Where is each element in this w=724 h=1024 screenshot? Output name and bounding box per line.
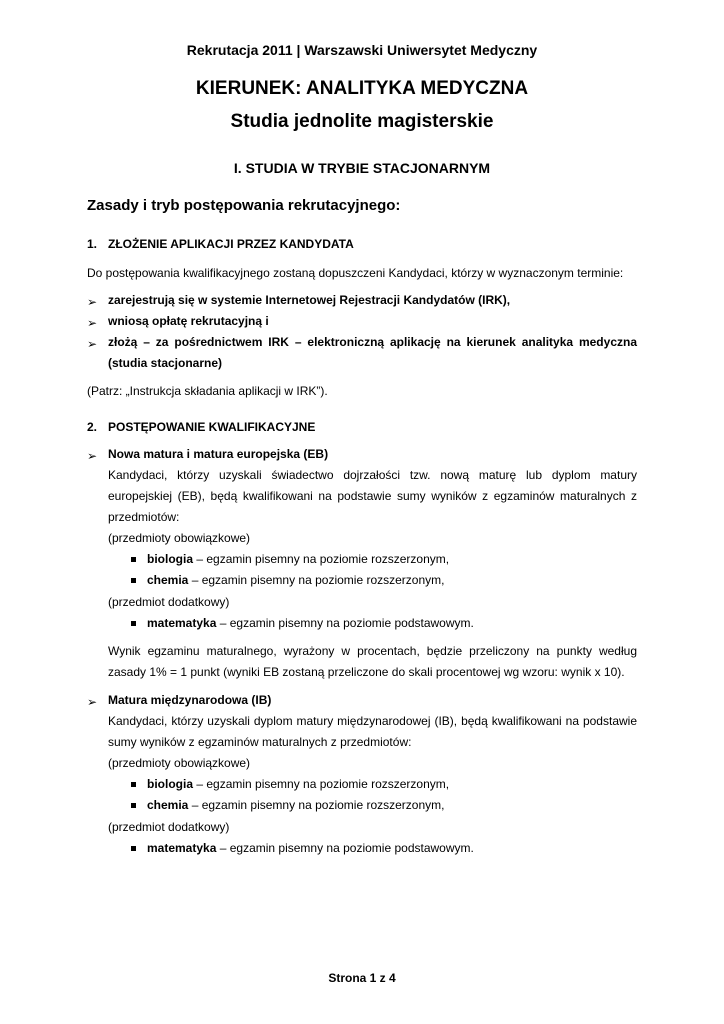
subject-desc: – egzamin pisemny na poziomie rozszerzonym,: [188, 573, 445, 587]
subject-name: biologia: [147, 777, 193, 791]
section-2-heading: [87, 420, 315, 434]
arrow-bullet-icon: ➢: [87, 695, 98, 709]
eb-description: Kandydaci, którzy uzyskali świadectwo dojrzałości tzw. nową maturę lub dyplom matury europejskiej (EB), będą kwalifikowani na podstawie sumy wyników z egzaminów maturalnych z przedmiotów:: [108, 468, 637, 524]
subject-desc: – egzamin pisemny na poziomie podstawowym.: [216, 841, 474, 855]
list-item: [147, 552, 449, 566]
list-item: wniosą opłatę rekrutacyjną i: [108, 314, 269, 328]
list-item: [147, 841, 474, 855]
subject-name: chemia: [147, 573, 189, 587]
page-footer: Strona 1 z 4: [328, 971, 396, 985]
subject-desc: – egzamin pisemny na poziomie rozszerzonym,: [188, 798, 445, 812]
subject-name: biologia: [147, 552, 193, 566]
arrow-bullet-icon: ➢: [87, 316, 98, 330]
rules-heading: Zasady i tryb postępowania rekrutacyjnego:: [87, 197, 401, 214]
page-header: Rekrutacja 2011 | Warszawski Uniwersytet Medyczny: [186, 42, 538, 58]
list-item: zarejestrują się w systemie Internetowej Rejestracji Kandydatów (IRK),: [108, 293, 511, 307]
section-2-number: 2.: [87, 420, 98, 434]
ib-extra-label: (przedmiot dodatkowy): [108, 820, 230, 834]
list-item: [147, 616, 474, 630]
list-item: [147, 798, 444, 812]
subject-name: matematyka: [147, 616, 217, 630]
eb-title: Nowa matura i matura europejska (EB): [108, 447, 329, 461]
subject-desc: – egzamin pisemny na poziomie podstawowym.: [216, 616, 474, 630]
subject-desc: – egzamin pisemny na poziomie rozszerzonym,: [193, 552, 450, 566]
page-title: KIERUNEK: ANALITYKA MEDYCZNA: [195, 78, 529, 99]
section-1-intro: Do postępowania kwalifikacyjnego zostaną dopuszczeni Kandydaci, którzy w wyznaczonym terminie:: [87, 266, 624, 280]
eb-extra-label: (przedmiot dodatkowy): [108, 595, 230, 609]
ib-description: Kandydaci, którzy uzyskali dyplom matury międzynarodowej (IB), będą kwalifikowani na podstawie sumy wyników z egzaminów maturalnych z przedmiotów:: [108, 714, 637, 749]
section-1-title: ZŁOŻENIE APLIKACJI PRZEZ KANDYDATA: [108, 237, 354, 251]
mode-heading: I. STUDIA W TRYBIE STACJONARNYM: [233, 160, 491, 176]
square-bullet-icon: [131, 578, 136, 583]
subject-name: matematyka: [147, 841, 217, 855]
section-2-title: POSTĘPOWANIE KWALIFIKACYJNE: [108, 420, 316, 434]
square-bullet-icon: [131, 846, 136, 851]
eb-mandatory-label: (przedmioty obowiązkowe): [108, 531, 251, 545]
list-item: [147, 777, 449, 791]
square-bullet-icon: [131, 621, 136, 626]
square-bullet-icon: [131, 782, 136, 787]
section-1-number: 1.: [87, 237, 98, 251]
subject-desc: – egzamin pisemny na poziomie rozszerzonym,: [193, 777, 450, 791]
subject-name: chemia: [147, 798, 189, 812]
list-item: złożą – za pośrednictwem IRK – elektroniczną aplikację na kierunek analityka medyczna (studia stacjonarne): [108, 335, 637, 370]
section-1-note: (Patrz: „Instrukcja składania aplikacji w IRK”).: [87, 384, 328, 398]
section-1-heading: [87, 237, 354, 251]
eb-scoring: Wynik egzaminu maturalnego, wyrażony w procentach, będzie przeliczony na punkty według zasady 1% = 1 punkt (wyniki EB zostaną przeliczone do skali procentowej wg wzoru: wynik x 10).: [108, 644, 637, 679]
arrow-bullet-icon: ➢: [87, 337, 98, 351]
arrow-bullet-icon: ➢: [87, 295, 98, 309]
square-bullet-icon: [131, 803, 136, 808]
page-subtitle: Studia jednolite magisterskie: [230, 111, 494, 132]
square-bullet-icon: [131, 557, 136, 562]
list-item: [147, 573, 444, 587]
ib-title: Matura międzynarodowa (IB): [108, 693, 272, 707]
arrow-bullet-icon: ➢: [87, 449, 98, 463]
ib-mandatory-label: (przedmioty obowiązkowe): [108, 756, 251, 770]
